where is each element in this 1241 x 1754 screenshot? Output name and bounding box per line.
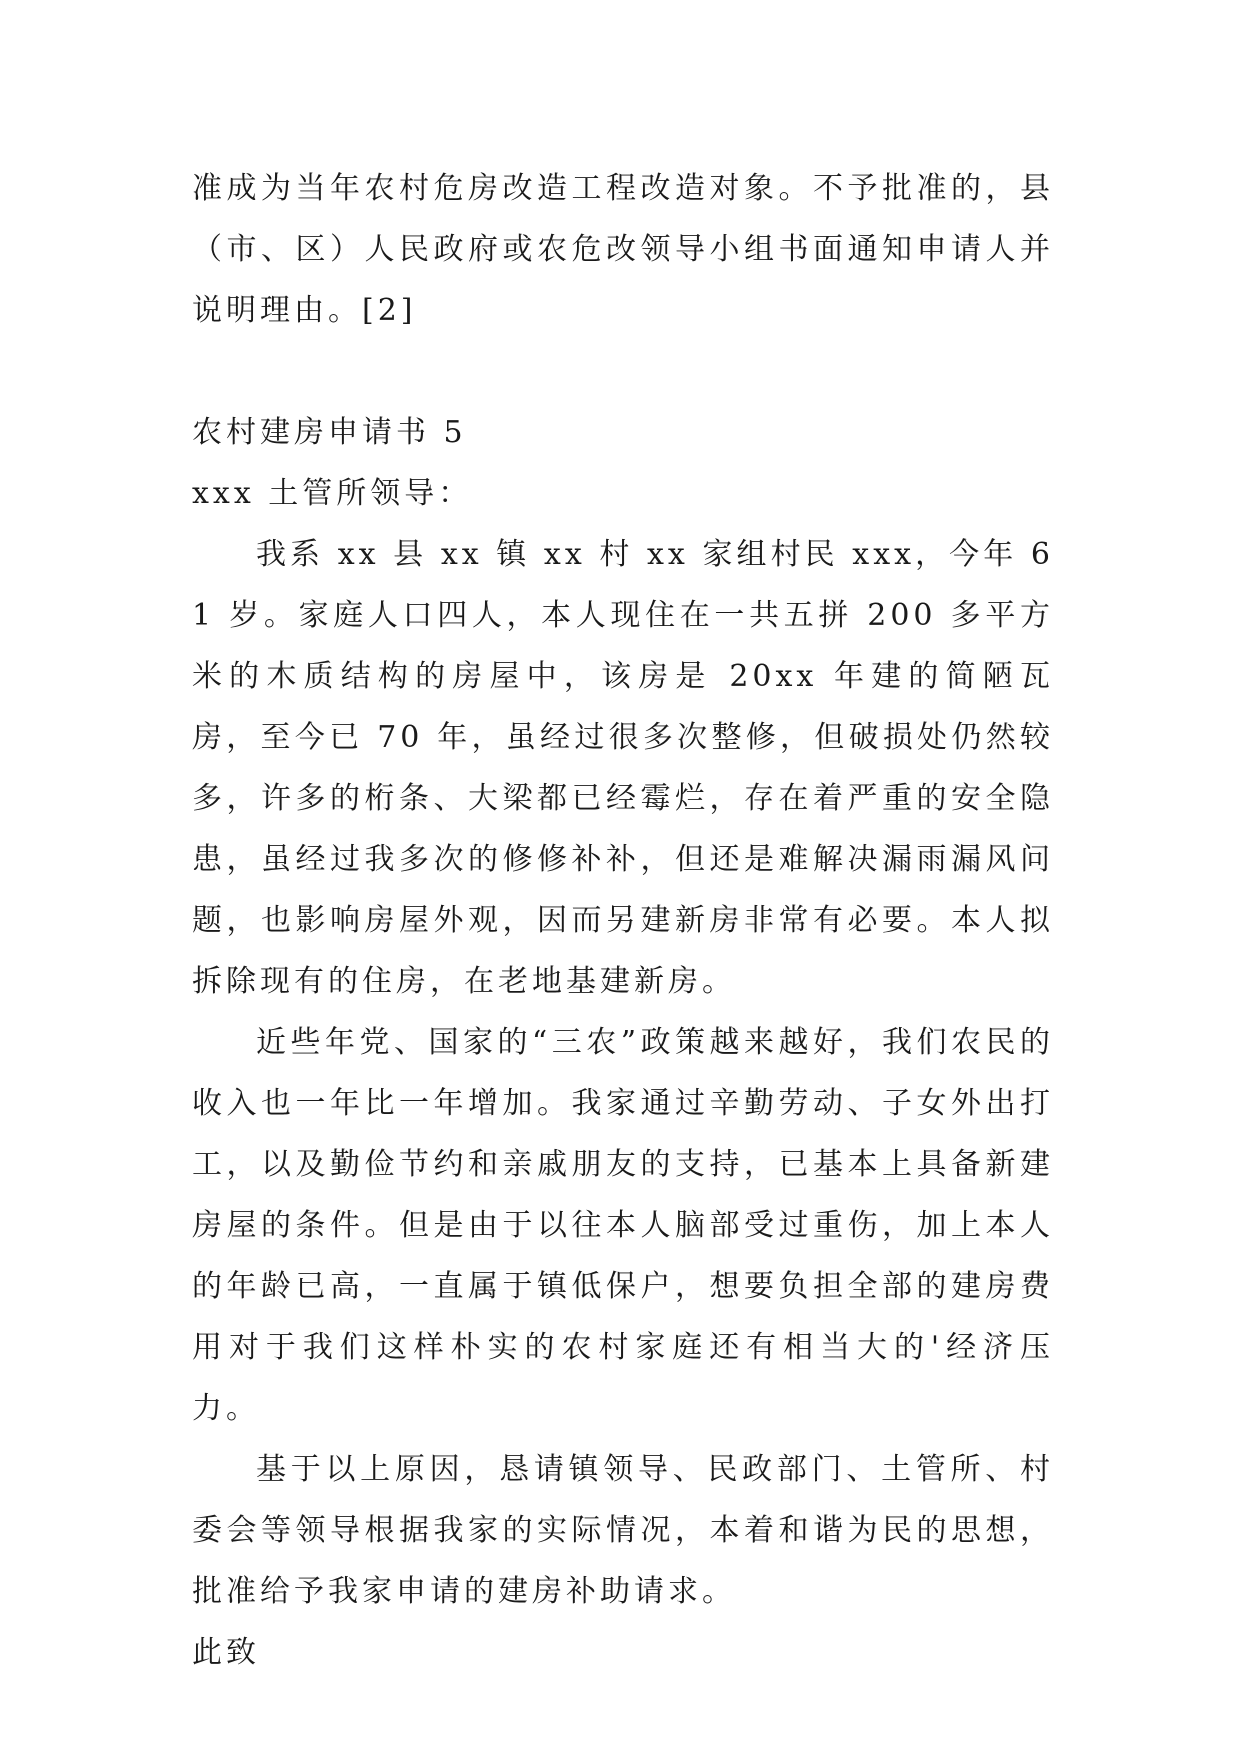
salutation: xxx 土管所领导： (192, 476, 473, 511)
section-title: 农村建房申请书 5 (192, 415, 467, 450)
document-body (192, 158, 1054, 1683)
body-paragraph: 我系 xx 县 xx 镇 xx 村 xx 家组村民 xxx，今年 61 岁。家庭人口四人，本人现住在一共五拼 200 多平方米的木质结构的房屋中，该房是 20xx 年建的简陋瓦房，至今已 70 年，虽经过很多次整修，但破损处仍然较多，许多的桁条、大梁都已经霉烂，存在着严重的安全隐患，虽经过我多次的修修补补，但还是难解决漏雨漏风问题，也影响房屋外观，因而另建新房非常有必要。本人拟拆除现有的住房，在老地基建新房。 (192, 537, 1054, 999)
closing: 此致 (192, 1635, 260, 1670)
intro-paragraph: 准成为当年农村危房改造工程改造对象。不予批准的，县（市、区）人民政府或农危改领导小组书面通知申请人并说明理由。[2] (192, 171, 1054, 328)
blank-line (192, 341, 1054, 402)
body-paragraph: 近些年党、国家的“三农”政策越来越好，我们农民的收入也一年比一年增加。我家通过辛勤劳动、子女外出打工，以及勤俭节约和亲戚朋友的支持，已基本上具备新建房屋的条件。但是由于以往本人脑部受过重伤，加上本人的年龄已高，一直属于镇低保户，想要负担全部的建房费用对于我们这样朴实的农村家庭还有相当大的'经济压力。 (192, 1025, 1054, 1426)
body-paragraph: 基于以上原因，恳请镇领导、民政部门、土管所、村委会等领导根据我家的实际情况，本着和谐为民的思想，批准给予我家申请的建房补助请求。 (192, 1452, 1054, 1609)
